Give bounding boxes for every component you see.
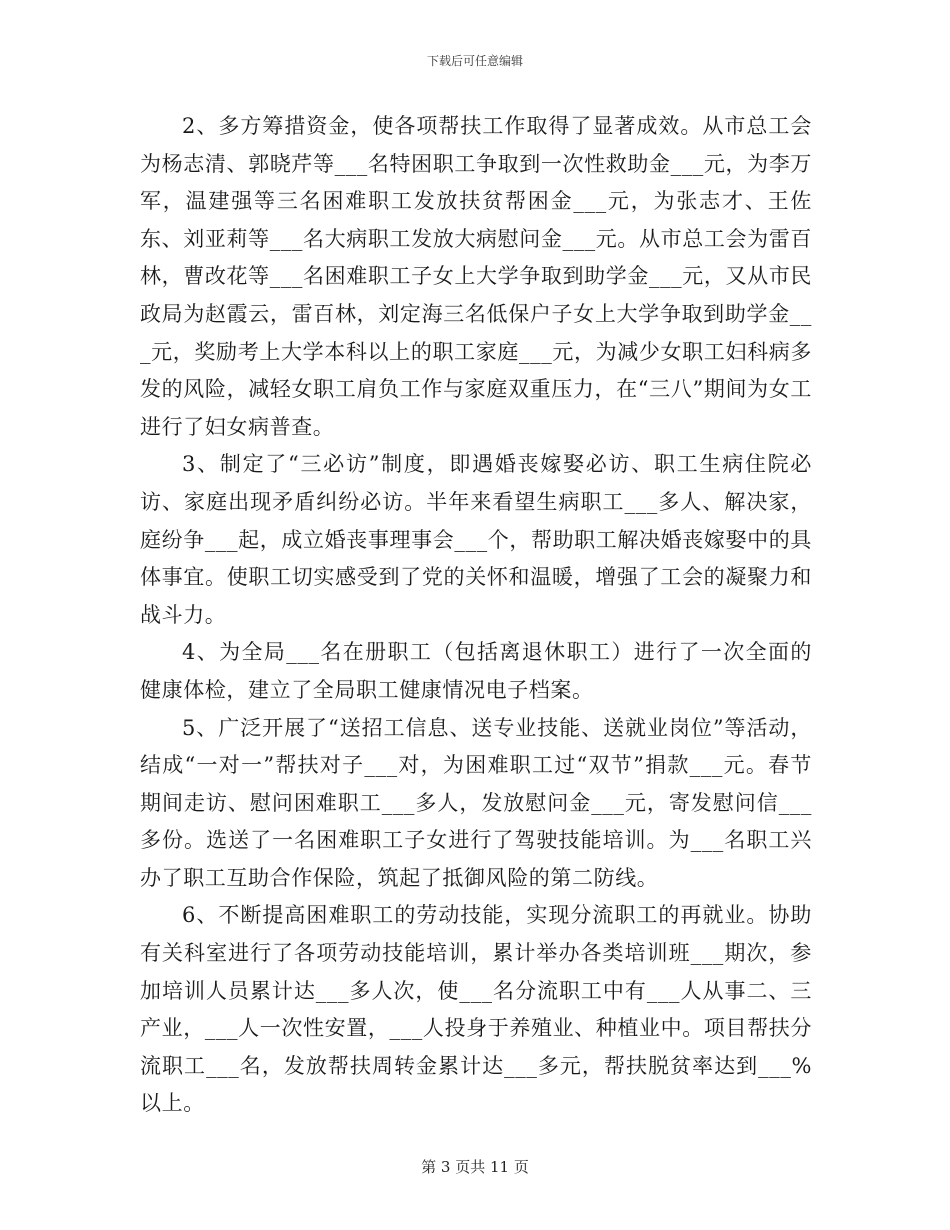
page-number: 第 3 页共 11 页 xyxy=(421,1158,529,1176)
paragraph-item-4: 4、为全局___名在册职工（包括离退休职工）进行了一次全面的健康体检，建立了全局职工健康情况电子档案。 xyxy=(140,640,812,702)
paragraph-item-3: 3、制定了“三必访”制度，即遇婚丧嫁娶必访、职工生病住院必访、家庭出现矛盾纠纷必访。半年来看望生病职工___多人、解决家，庭纷争___起，成立婚丧事理事会___个，帮助职工解决婚丧嫁娶中的具体事宜。使职工切实感受到了党的关怀和温暖，增强了工会的凝聚力和战斗力。 xyxy=(140,452,812,627)
page-header: 下载后可任意编辑 xyxy=(426,54,523,68)
document-body xyxy=(140,108,812,1123)
paragraph-item-6: 6、不断提高困难职工的劳动技能，实现分流职工的再就业。协助有关科室进行了各项劳动技能培训，累计举办各类培训班___期次，参加培训人员累计达___多人次，使___名分流职工中有___人从事二、三产业，___人一次性安置，___人投身于养殖业、种植业中。项目帮扶分流职工___名，发放帮扶周转金累计达___多元，帮扶脱贫率达到___%以上。 xyxy=(140,903,812,1116)
paragraph-item-2: 2、多方筹措资金，使各项帮扶工作取得了显著成效。从市总工会为杨志清、郭晓芹等___名特困职工争取到一次性救助金___元，为李万军，温建强等三名困难职工发放扶贫帮困金___元，为张志才、王佐东、刘亚莉等___名大病职工发放大病慰问金___元。从市总工会为雷百林，曹改花等___名困难职工子女上大学争取到助学金___元，又从市民政局为赵霞云，雷百林，刘定海三名低保户子女上大学争取到助学金___元，奖励考上大学本科以上的职工家庭___元，为减少女职工妇科病多发的风险，减轻女职工肩负工作与家庭双重压力，在“三八”期间为女工进行了妇女病普查。 xyxy=(140,114,812,439)
paragraph-item-5: 5、广泛开展了“送招工信息、送专业技能、送就业岗位”等活动，结成“一对一”帮扶对子___对，为困难职工过“双节”捐款___元。春节期间走访、慰问困难职工___多人，发放慰问金___元，寄发慰问信___多份。选送了一名困难职工子女进行了驾驶技能培训。为___名职工兴办了职工互助合作保险，筑起了抵御风险的第二防线。 xyxy=(140,715,812,890)
